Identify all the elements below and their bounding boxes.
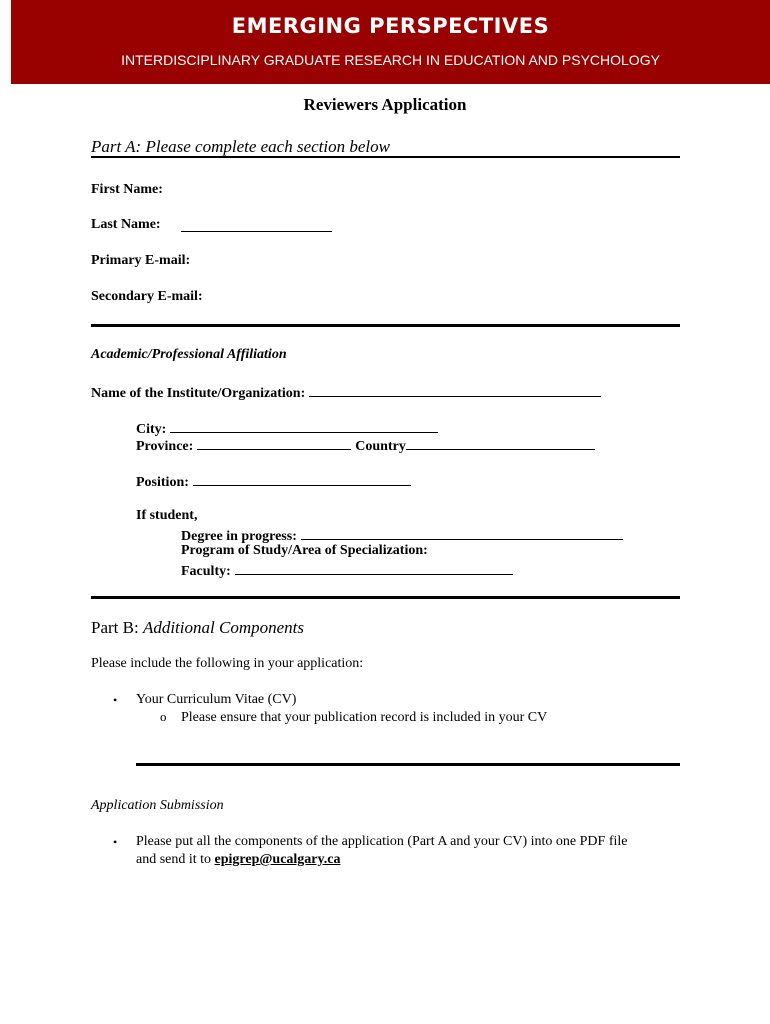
program-label: Program of Study/Area of Specialization:	[181, 543, 428, 558]
faculty-field[interactable]	[235, 561, 513, 575]
first-name-label: First Name:	[91, 182, 163, 197]
institute-field[interactable]	[309, 383, 601, 397]
province-label: Province:	[136, 439, 194, 454]
province-field[interactable]	[197, 436, 351, 450]
journal-subtitle: INTERDISCIPLINARY GRADUATE RESEARCH IN EDUCATION AND PSYCHOLOGY	[121, 52, 660, 68]
city-label: City:	[136, 422, 167, 437]
submission-email-link[interactable]: epigrep@ucalgary.ca	[214, 852, 341, 867]
bullet-glyph: •	[113, 693, 118, 707]
publication-sub-bullet-text: Please ensure that your publication record is included in your CV	[181, 710, 548, 725]
institute-label: Name of the Institute/Organization:	[91, 386, 306, 401]
primary-email-label: Primary E-mail:	[91, 253, 191, 268]
faculty-row	[181, 561, 513, 580]
position-field[interactable]	[193, 472, 411, 486]
sub-bullet-glyph: o	[160, 709, 167, 724]
submission-heading: Application Submission	[91, 798, 224, 813]
position-row	[136, 472, 411, 491]
document-title: Reviewers Application	[303, 95, 467, 114]
last-name-label: Last Name:	[91, 217, 161, 232]
part-b-divider	[91, 596, 680, 599]
part-a-underline	[91, 156, 680, 158]
country-field[interactable]	[406, 436, 595, 450]
submission-line-2	[136, 852, 340, 868]
submission-bullet-glyph: •	[113, 835, 118, 849]
secondary-email-label: Secondary E-mail:	[91, 289, 203, 304]
institute-row	[91, 383, 601, 402]
position-label: Position:	[136, 475, 189, 490]
part-b-intro: Please include the following in your application:	[91, 656, 364, 671]
faculty-label: Faculty:	[181, 564, 231, 579]
affiliation-heading: Academic/Professional Affiliation	[91, 347, 287, 362]
degree-field[interactable]	[301, 526, 623, 540]
header-banner	[11, 0, 770, 84]
if-student-label: If student,	[136, 508, 198, 523]
submission-line-2-prefix: and send it to	[136, 852, 212, 867]
city-field[interactable]	[170, 419, 438, 433]
part-b-prefix: Part B:	[91, 618, 139, 637]
part-b-heading	[91, 618, 304, 638]
section-divider	[91, 324, 680, 327]
part-b-title: Additional Components	[142, 618, 304, 637]
part-a-heading: Part A: Please complete each section below	[91, 137, 390, 156]
last-name-field[interactable]	[181, 218, 332, 237]
submission-divider	[136, 763, 680, 766]
country-label: Country	[355, 439, 406, 454]
cv-bullet-text: Your Curriculum Vitae (CV)	[136, 692, 297, 707]
degree-label: Degree in progress:	[181, 529, 297, 544]
journal-title: EMERGING PERSPECTIVES	[231, 14, 550, 38]
submission-line-1: Please put all the components of the application (Part A and your CV) into one PDF file	[136, 834, 628, 849]
province-row	[136, 436, 595, 455]
